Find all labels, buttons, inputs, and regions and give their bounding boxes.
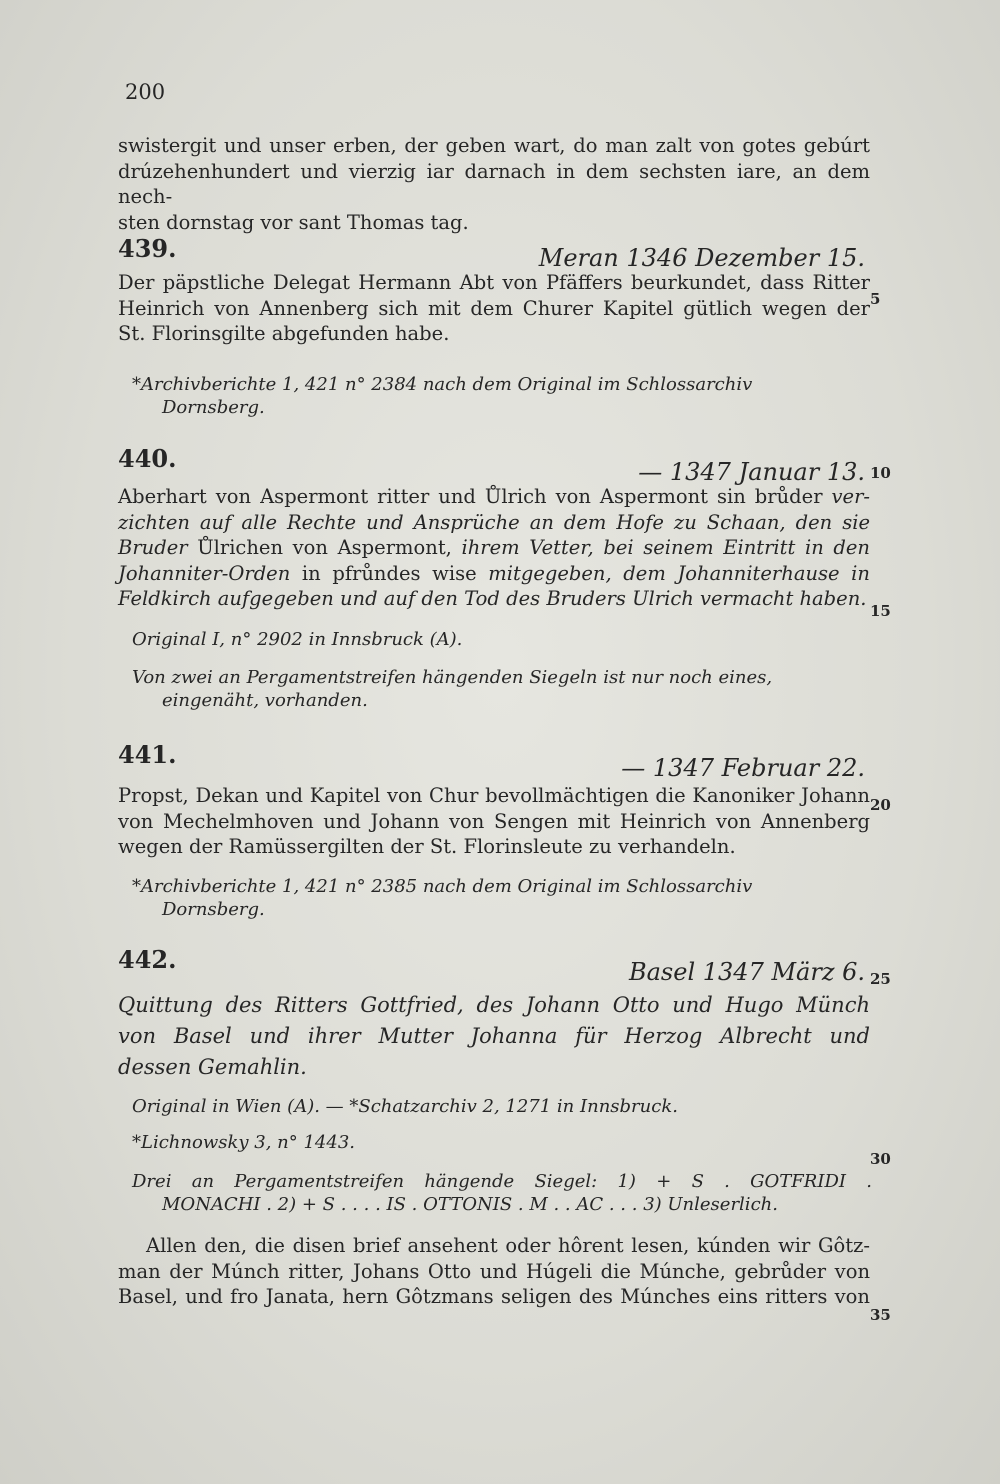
text-span: in pfrůndes wise [301,561,489,585]
text-line [118,484,870,510]
entry-439-regest [118,270,870,347]
margin-line-number: 15 [870,602,891,620]
entry-442-regest [118,990,870,1083]
note-line: *Archivberichte 1, 421 n° 2384 nach dem Original im Schlossarchiv [132,374,753,395]
margin-line-number: 30 [870,1150,891,1168]
note-line: Von zwei an Pergamentstreifen hängenden Siegeln ist nur noch eines, [132,667,773,688]
entry-442-document-text [118,1233,870,1310]
entry-440-regest [118,484,870,612]
entry-442-seal-note [132,1170,872,1216]
text-line: Allen den, die disen brief ansehent oder hôrent lesen, kúnden wir Gôtz- [146,1234,870,1257]
text-span-italic: mitgegeben, dem Johanniterhause in [488,561,870,585]
text-line: von Basel und ihrer Mutter Johanna für Herzog Albrecht und [118,1024,870,1048]
margin-line-number: 5 [870,290,881,308]
note-line: *Lichnowsky 3, n° 1443. [132,1132,355,1153]
entry-number-441: 441. [118,740,177,769]
text-line: sten dornstag vor sant Thomas tag. [118,210,469,234]
text-line [118,535,870,561]
text-span-italic: ihrem Vetter, bei seinem Eintritt in den [461,536,870,559]
text-span-italic: Feldkirch aufgegeben und auf den Tod des Bruders Ulrich vermacht haben. [118,587,867,610]
text-span-italic: ver- [831,485,870,508]
text-line: swistergit und unser erben, der geben wart, do man zalt von gotes gebúrt [118,134,870,157]
entry-441-source-note [132,875,872,921]
note-line: Drei an Pergamentstreifen hängende Siegel: 1) + S . GOTFRIDI . [132,1171,872,1192]
entry-number-442: 442. [118,945,177,974]
note-line: Original in Wien (A). — *Schatzarchiv 2, 1271 in Innsbruck. [132,1096,678,1117]
entry-440-seal-note [132,666,872,712]
entry-442-literature-note [132,1131,872,1154]
entry-date-439: Meran 1346 Dezember 15. [538,244,865,272]
margin-line-number: 20 [870,796,891,814]
text-line: von Mechelmhoven und Johann von Sengen mit Heinrich von Annenberg [118,809,870,833]
text-line [118,561,870,587]
text-span: Ůlrichen von Aspermont, [197,536,462,559]
entry-439-source-note [132,373,872,419]
margin-line-number: 10 [870,464,891,482]
text-line: dessen Gemahlin. [118,1055,307,1079]
text-line [118,586,870,612]
entry-442-source-note [132,1095,872,1118]
text-line: Der päpstliche Delegat Hermann Abt von Pfäffers beurkundet, dass Ritter [118,271,870,294]
note-line: Dornsberg. [162,397,265,418]
note-line: Original I, n° 2902 in Innsbruck (A). [132,629,463,650]
entry-441-regest [118,783,870,860]
note-line: Dornsberg. [162,899,265,920]
entry-date-442: Basel 1347 März 6. [628,958,865,986]
text-line: wegen der Ramüssergilten der St. Florinsleute zu verhandeln. [118,835,736,858]
text-span-italic: Bruder [118,536,198,559]
text-line: Propst, Dekan und Kapitel von Chur bevollmächtigen die Kanoniker Johann [118,784,870,807]
text-span-italic: zichten auf alle Rechte und Ansprüche an dem Hofe zu Schaan, den sie [118,510,870,534]
entry-440-source-note [132,628,872,651]
note-line: eingenäht, vorhanden. [162,690,368,711]
text-line [118,510,870,536]
entry-date-441: — 1347 Februar 22. [621,754,865,782]
text-span: Aberhart von Aspermont ritter und Ůlrich von Aspermont sin brůder [118,485,832,508]
text-line: Quittung des Ritters Gottfried, des Johann Otto und Hugo Münch [118,993,870,1017]
entry-date-440: — 1347 Januar 13. [638,458,865,486]
margin-line-number: 25 [870,970,891,988]
entry-number-440: 440. [118,444,177,473]
note-line: MONACHI . 2) + S . . . . IS . OTTONIS . M . . AC . . . 3) Unleserlich. [162,1194,778,1215]
note-line: *Archivberichte 1, 421 n° 2385 nach dem Original im Schlossarchiv [132,876,753,897]
text-line: Heinrich von Annenberg sich mit dem Churer Kapitel gütlich wegen der [118,296,870,320]
top-paragraph [118,133,870,235]
text-line: St. Florinsgilte abgefunden habe. [118,322,450,345]
entry-number-439: 439. [118,234,177,263]
text-span-italic: Johanniter-Orden [118,561,302,585]
page-number: 200 [125,80,166,104]
margin-line-number: 35 [870,1306,891,1324]
text-line: man der Múnch ritter, Johans Otto und Húgeli die Múnche, gebrůder von [118,1259,870,1283]
text-line: Basel, und fro Janata, hern Gôtzmans seligen des Múnches eins ritters von [118,1285,870,1308]
text-line: drúzehenhundert und vierzig iar darnach in dem sechsten iare, an dem nech- [118,159,870,208]
